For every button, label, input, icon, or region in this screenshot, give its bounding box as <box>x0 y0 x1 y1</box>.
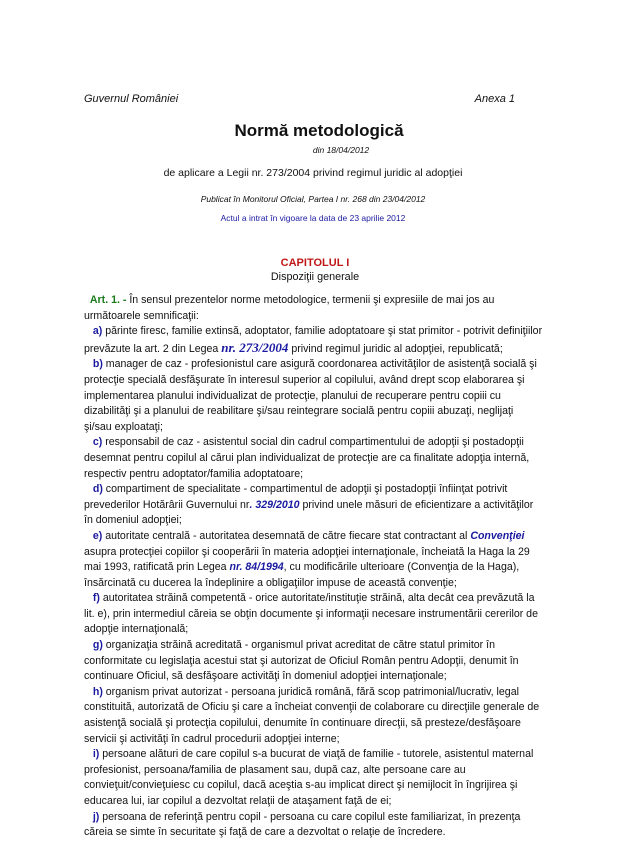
in-force-link[interactable]: Actul a intrat în vigoare la data de 23 aprilie 2012 <box>220 213 406 223</box>
page-title: Normă metodologică <box>234 121 404 140</box>
item-label: h) <box>92 685 103 698</box>
item-label: b) <box>92 358 103 371</box>
item-text: privind regimul juridic al adopţiei, republicată; <box>288 342 503 355</box>
item-text: manager de caz - profesionistul care asigură coordonarea activităţilor de asistenţă socială şi protecţie specială desfăşurate în interesul superior al copilului, având drept scop elaborarea şi implementarea planului individualizat de protecţie, planului de recuperare pentru copiii cu dizabilităţi şi a planului de reabilitare şi/sau reintegrare socială pentru copiii abuzaţi, neglijaţi şi/sau exploataţi; <box>84 358 537 433</box>
issuer-label: Guvernul României <box>84 93 179 105</box>
law-reference-link[interactable]: nr. 273/2004 <box>221 339 289 355</box>
article-intro <box>84 293 543 324</box>
item-label: i) <box>92 748 100 761</box>
law-reference-link[interactable]: nr. 84/1994 <box>229 561 284 574</box>
definition-item-j <box>84 810 543 841</box>
item-text: asupra protecţiei copiilor şi cooperării în materia adopţiei internaţionale, încheiată la Haga la 29 mai 1993, ratificată prin Legea <box>84 545 530 574</box>
item-label: j) <box>92 810 100 823</box>
article-intro-text: În sensul prezentelor norme metodologice, termenii şi expresiile de mai jos au următoarele semnificaţii: <box>84 294 495 322</box>
item-text: autoritate centrală - autoritatea desemnată de către fiecare stat contractant al <box>102 529 471 542</box>
item-text: organism privat autorizat - persoana juridică română, fără scop patrimonial/lucrativ, legal constituită, autorizată de Oficiu şi care a încheiat convenţii de colaborare cu direcţiile generale de asistenţă socială şi protecţia copilului, denumite în continuare direcţii, să presteze/desfăşoare servicii şi activităţi în cadrul procedurii adopţiei interne; <box>84 685 540 745</box>
definition-item-e <box>84 529 543 591</box>
document-subtitle: de aplicare a Legii nr. 273/2004 privind regimul juridic al adopţiei <box>163 167 463 179</box>
definition-item-c <box>84 435 543 482</box>
hg-reference-link[interactable]: . 329/2010 <box>249 498 300 511</box>
definition-item-f <box>84 591 543 638</box>
definition-item-b <box>84 357 543 435</box>
definition-item-g <box>84 638 543 685</box>
item-text: părinte firesc, familie extinsă, adoptator, familie adoptatoare şi stat primitor - potrivit definiţiilor prevăzute la art. 2 din Legea <box>84 325 543 355</box>
item-text: , cu modificările ulterioare (Convenţia de la Haga), însărcinată cu ducerea la îndeplinire a obligaţiilor impuse de această convenţie; <box>84 561 520 589</box>
publication-note: Publicat în Monitorul Oficial, Partea I nr. 268 din 23/04/2012 <box>200 194 426 204</box>
item-label: g) <box>92 639 103 652</box>
item-text: persoana de referinţă pentru copil - persoana cu care copilul este familiarizat, în prezenţa căreia se simte în securitate şi faţă de care a dezvoltat o relaţie de încredere. <box>84 810 521 839</box>
document-date: din 18/04/2012 <box>312 145 370 155</box>
article-label[interactable]: Art. 1. - <box>89 294 127 306</box>
item-text: responsabil de caz - asistentul social din cadrul compartimentului de adopţii şi postadopţii desemnat pentru copilul al cărui plan individualizat de protecţie are ca finalitate adopţia internă, respectiv pentru adoptator/familia adoptatoare; <box>84 436 530 480</box>
definition-item-i <box>84 747 543 809</box>
item-text: persoane alături de care copilul s-a bucurat de viaţă de familie - tutorele, asistentul maternal profesionist, persoana/familia de plasament sau, după caz, alte persoane care au convieţuit/convieţuiesc cu copilul, dacă aceştia s-au implicat direct şi nemijlocit în îngrijirea şi educarea lui, iar copilul a dezvoltat relaţii de ataşament faţă de ei; <box>84 748 534 807</box>
annex-label: Anexa 1 <box>474 93 515 105</box>
chapter-title: CAPITOLUL I <box>280 257 350 269</box>
definition-item-a <box>84 324 543 357</box>
article-body <box>84 293 543 841</box>
definition-item-h <box>84 685 543 747</box>
item-text: organizaţia străină acreditată - organismul privat acreditat de către statul primitor în conformitate cu legislaţia acestui stat şi autorizat de Oficiul Român pentru Adopţii, denumit în continuare Oficiul, să desfăşoare activităţi în domeniul adopţiei internaţionale; <box>84 639 519 683</box>
convention-reference-link[interactable]: Convenţiei <box>470 529 525 542</box>
item-label: c) <box>92 436 103 449</box>
item-text: autoritatea străină competentă - orice autoritate/instituţie străină, alta decât cea prevăzută la lit. e), prin intermediul căreia se obţin documente şi informaţii necesare instrumentării cererilor de adopţie internaţională; <box>84 592 538 636</box>
item-label: e) <box>92 529 103 542</box>
item-label: a) <box>92 325 103 338</box>
chapter-subtitle: Dispoziţii generale <box>270 271 360 283</box>
item-text: compartiment de specialitate - compartimentul de adopţii şi postadopţii înfiinţat potrivit prevederilor Hotărârii Guvernului nr <box>84 483 508 511</box>
item-label: d) <box>92 483 103 496</box>
item-label: f) <box>92 592 100 605</box>
item-text: privind unele măsuri de eficientizare a activităţilor în domeniul adopţiei; <box>84 498 534 527</box>
definition-item-d <box>84 482 543 529</box>
